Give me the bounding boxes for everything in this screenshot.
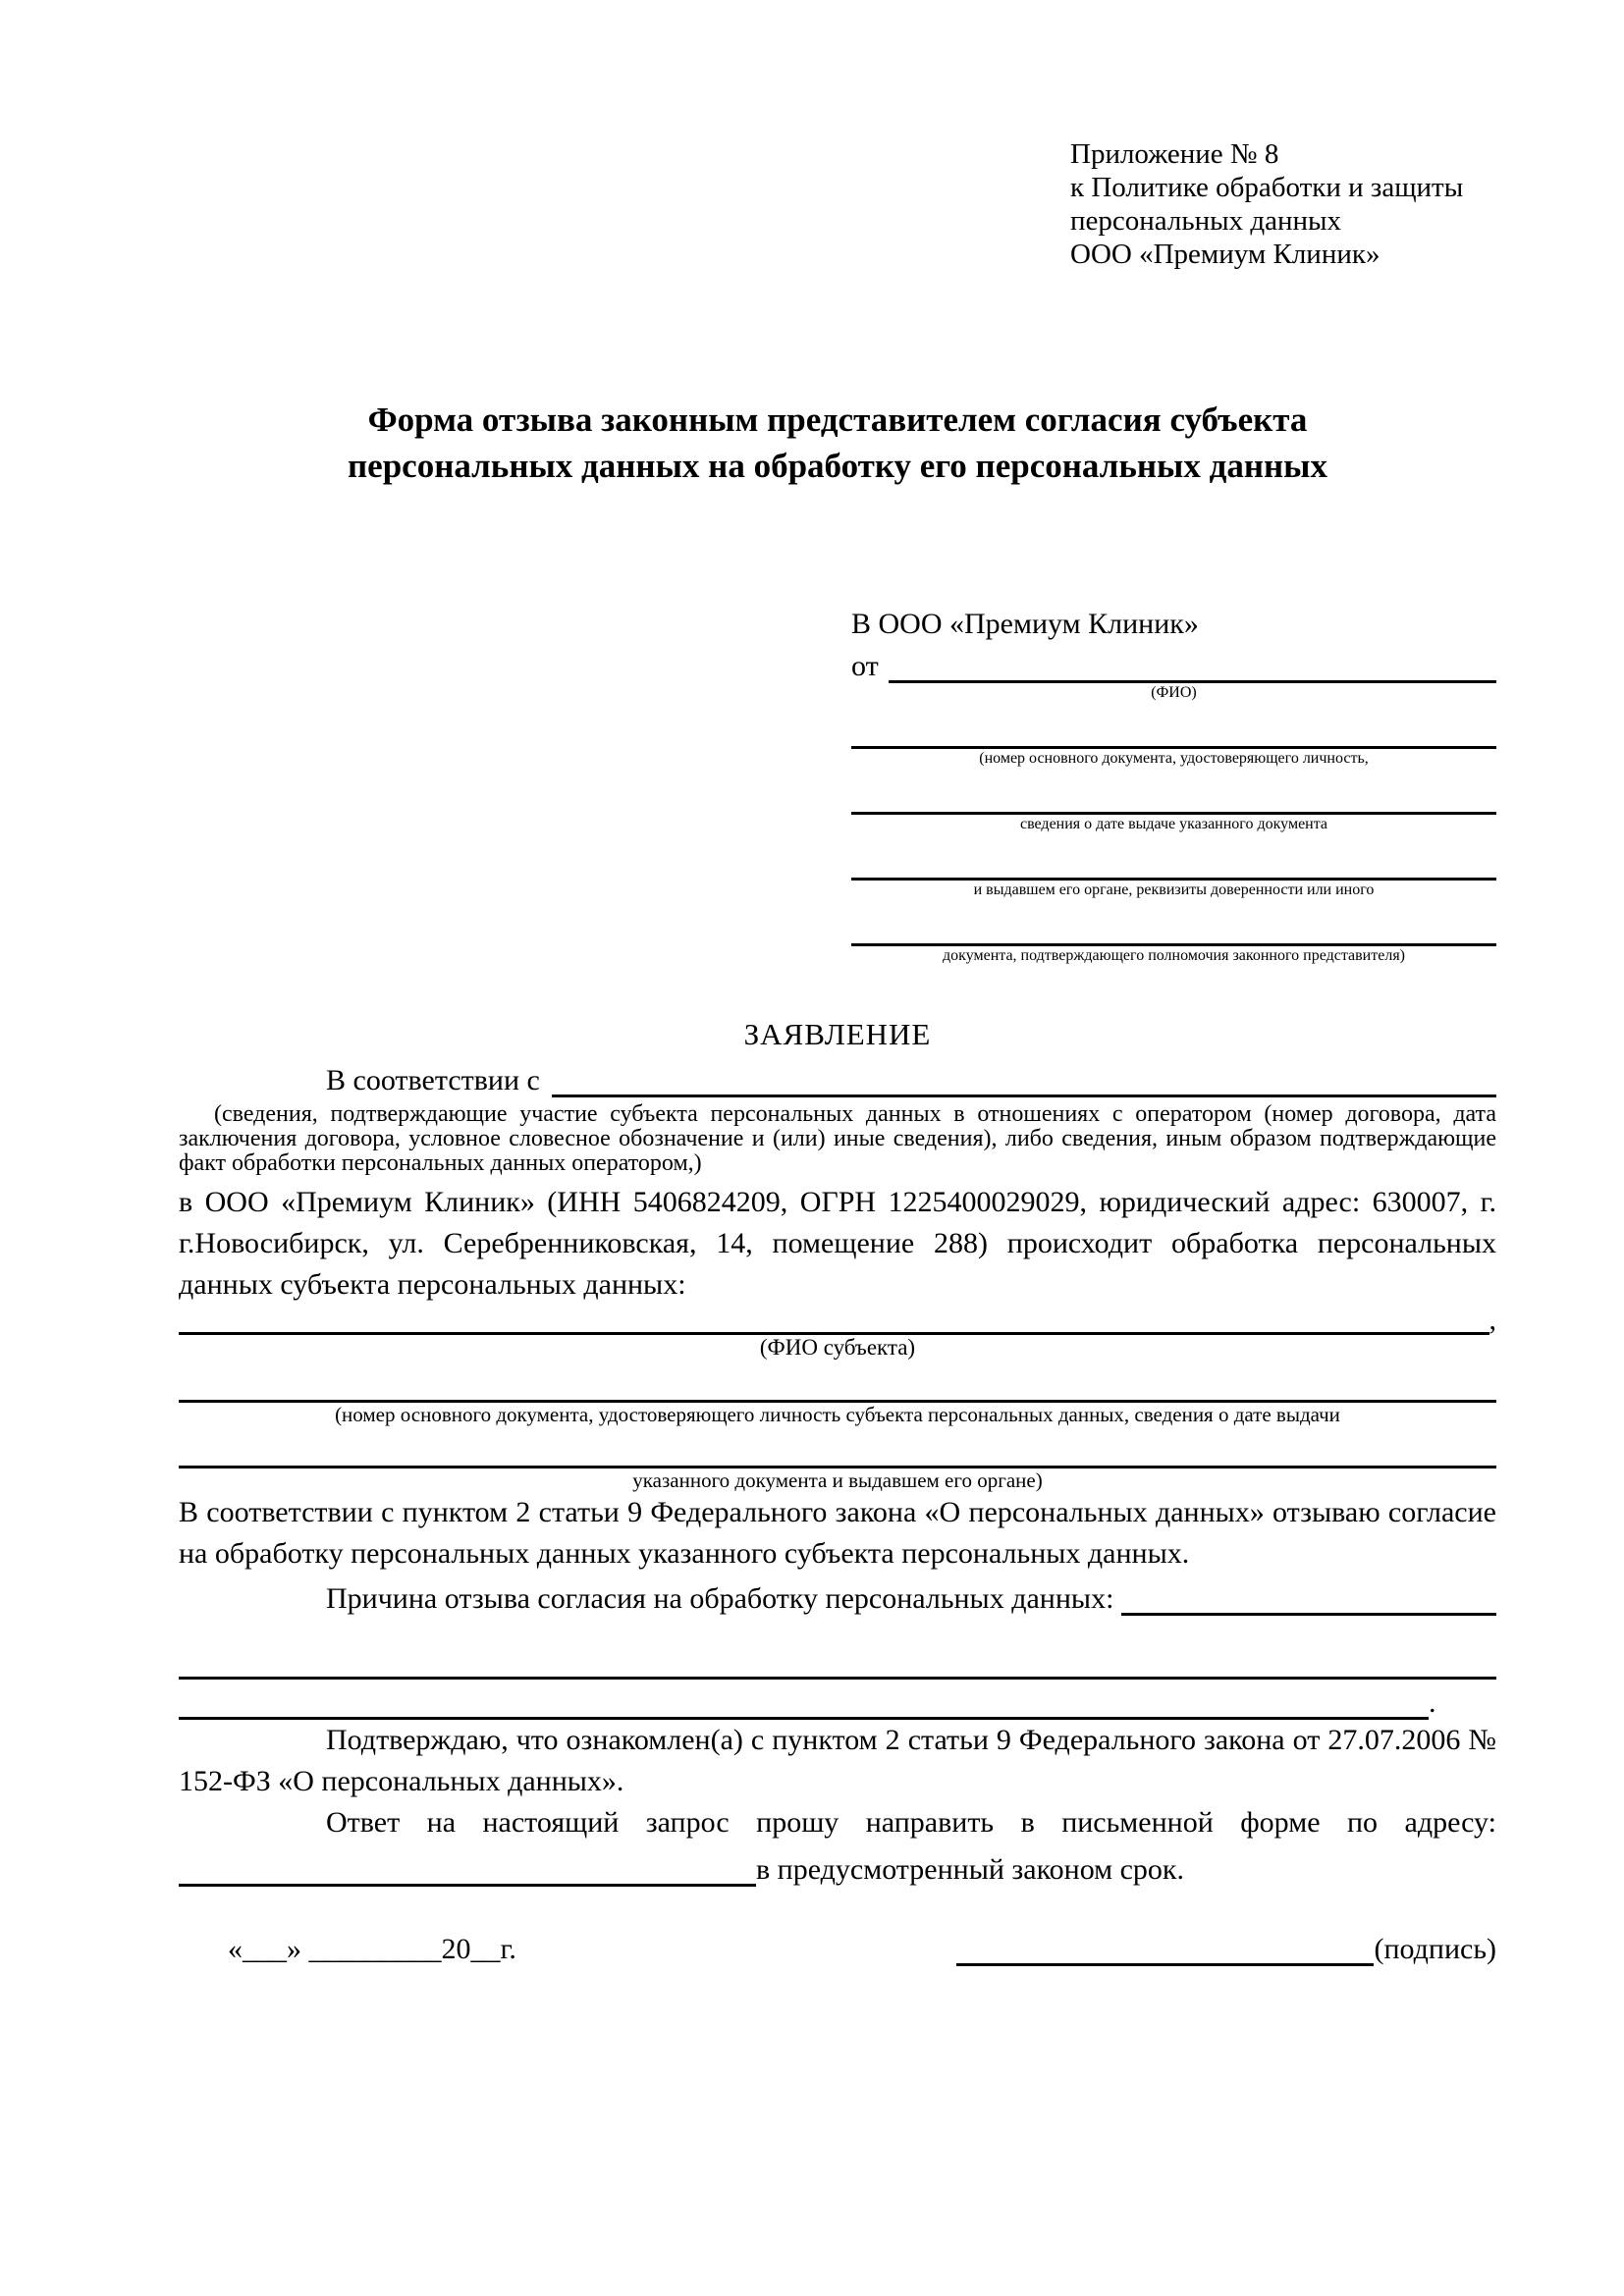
fio-label: (ФИО) bbox=[1151, 684, 1197, 701]
from-field-row bbox=[851, 646, 1496, 683]
blank-line bbox=[179, 1361, 1496, 1403]
footer-row bbox=[179, 1928, 1496, 1966]
blank-line bbox=[851, 834, 1496, 881]
withdrawal-paragraph: В соответствии с пунктом 2 статьи 9 Федерального закона «О персональных данных» отзываю согласие на обработку персональных данных указанного субъекта персональных данных. bbox=[179, 1496, 1496, 1570]
blank-line bbox=[851, 703, 1496, 749]
date-field: «___» _________20__г. bbox=[228, 1933, 516, 1965]
doc-field-label: сведения о дате выдаче указанного документа bbox=[1019, 816, 1328, 832]
appendix-block bbox=[1070, 137, 1496, 271]
blank-line bbox=[179, 1678, 1429, 1720]
appendix-line: ООО «Премиум Клиник» bbox=[1070, 239, 1380, 270]
blank-line bbox=[851, 900, 1496, 946]
document-title bbox=[179, 397, 1496, 489]
intro-row bbox=[179, 1056, 1496, 1097]
intro-prefix: В соответствии с bbox=[326, 1064, 540, 1096]
statement-heading: ЗАЯВЛЕНИЕ bbox=[743, 1017, 932, 1051]
subject-fio-comma: , bbox=[1489, 1304, 1496, 1336]
reason-prefix: Причина отзыва согласия на обработку персональных данных: bbox=[326, 1582, 1114, 1615]
subject-doc-label: указанного документа и выдавшем его органе) bbox=[632, 1468, 1043, 1492]
from-label: от bbox=[851, 650, 879, 682]
intro-fill-line bbox=[552, 1095, 1496, 1097]
blank-line-period: . bbox=[1429, 1686, 1436, 1719]
reply-paragraph: Ответ на настоящий запрос прошу направить в письменной форме по адресу: bbox=[326, 1806, 1496, 1839]
doc-field-label: (номер основного документа, удостоверяющего личность, bbox=[979, 750, 1369, 767]
signature-line bbox=[956, 1928, 1374, 1966]
reply-suffix: в предусмотренный законом срок. bbox=[756, 1853, 1184, 1886]
document-title-line: персональных данных на обработку его персональных данных bbox=[348, 447, 1327, 485]
subject-doc-label: (номер основного документа, удостоверяющего личность субъекта персональных данных, сведения о дате выдачи bbox=[335, 1403, 1340, 1426]
appendix-line: к Политике обработки и защиты bbox=[1070, 172, 1464, 203]
reason-blank-row-2 bbox=[179, 1677, 1496, 1720]
reply-address-row bbox=[179, 1843, 1496, 1887]
reason-fill-line bbox=[1121, 1613, 1496, 1616]
subject-fio-label: (ФИО субъекта) bbox=[759, 1335, 916, 1360]
doc-field-label: и выдавшем его органе, реквизиты доверенности или иного bbox=[973, 881, 1375, 898]
signature-label: (подпись) bbox=[1374, 1933, 1496, 1965]
addressee-organization: В ООО «Премиум Клиник» bbox=[851, 608, 1199, 640]
reason-row bbox=[179, 1575, 1496, 1616]
blank-line bbox=[179, 1639, 1496, 1680]
reason-blank-row bbox=[179, 1639, 1496, 1677]
acknowledge-paragraph: Подтверждаю, что ознакомлен(а) с пунктом 2 статьи 9 Федерального закона от 27.07.2006 № 152-ФЗ «О персональных данных». bbox=[179, 1724, 1496, 1797]
blank-line bbox=[851, 769, 1496, 815]
appendix-line: персональных данных bbox=[1070, 205, 1342, 237]
reply-fill-line bbox=[179, 1844, 756, 1887]
subject-fio-row bbox=[179, 1306, 1496, 1335]
blank-line bbox=[179, 1426, 1496, 1468]
intro-note: (сведения, подтверждающие участие субъекта персональных данных в отношениях с оператором (номер договора, дата заключения договора, условное словесное обозначение и (или) иные сведения), либо сведения, иным образом подтверждающие факт обработки персональных данных оператором,) bbox=[179, 1101, 1496, 1176]
document-title-line: Форма отзыва законным представителем согласия субъекта bbox=[367, 400, 1308, 439]
doc-field-label: документа, подтверждающего полномочия законного представителя) bbox=[943, 947, 1405, 964]
operator-paragraph: в ООО «Премиум Клиник» (ИНН 5406824209, ОГРН 1225400029029, юридический адрес: 630007, г. г.Новосибирск, ул. Серебренниковская, 14, помещение 288) происходит обработка персональных данных субъекта персональных данных: bbox=[179, 1186, 1496, 1301]
addressee-block bbox=[851, 603, 1496, 966]
appendix-line: Приложение № 8 bbox=[1070, 138, 1279, 170]
